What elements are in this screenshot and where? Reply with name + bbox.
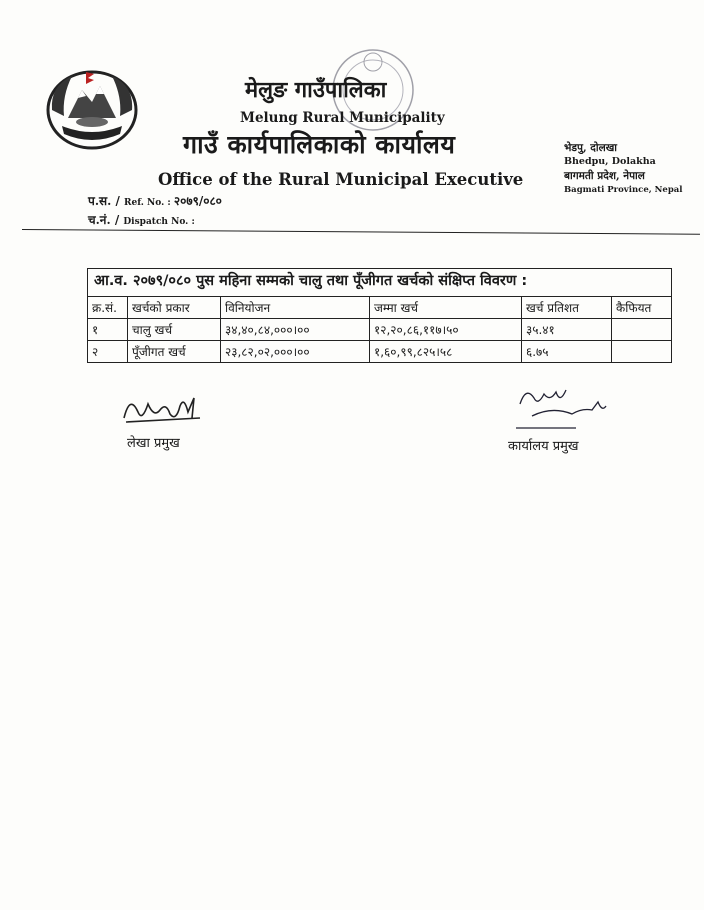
- cell-serial: १: [88, 319, 128, 341]
- col-total-expense-header: जम्मा खर्च: [370, 297, 522, 319]
- office-chief-signature-icon: [512, 380, 612, 435]
- col-remarks-header: कैफियत: [612, 297, 672, 319]
- address-line-2: Bhedpu, Dolakha: [564, 156, 656, 167]
- col-type-header: खर्चको प्रकार: [128, 297, 221, 319]
- dispatch-number: [88, 211, 195, 228]
- dispatch-label-en: Dispatch No. :: [123, 217, 195, 227]
- cell-remarks: [612, 341, 672, 363]
- col-allocation-header: विनियोजन: [221, 297, 370, 319]
- cell-type: चालु खर्च: [128, 319, 221, 341]
- address-line-4: Bagmati Province, Nepal: [564, 185, 683, 195]
- table-header-row: [88, 297, 672, 319]
- ref-value: २०७९/०८०: [173, 194, 222, 208]
- accounts-chief-signature-icon: [120, 388, 210, 433]
- municipality-name-en: Melung Rural Municipality: [240, 110, 445, 126]
- ref-label-en: Ref. No. :: [124, 198, 174, 208]
- summary-title: आ.व. २०७९/०८० पुस महिना सम्मको चालु तथा पूँजीगत खर्चको संक्षिप्त विवरण :: [94, 273, 528, 289]
- table-row: [88, 319, 672, 341]
- cell-percent: ६.७५: [522, 341, 612, 363]
- cell-allocation: २३,८२,०२,०००।००: [221, 341, 370, 363]
- nepal-emblem-icon: [42, 66, 142, 152]
- municipality-name-np: मेलुङ गाउँपालिका: [245, 78, 387, 103]
- cell-total-expense: १२,२०,८६,११७।५०: [370, 319, 522, 341]
- office-name-en: Office of the Rural Municipal Executive: [158, 170, 524, 189]
- cell-remarks: [612, 319, 672, 341]
- cell-percent: ३५.४१: [522, 319, 612, 341]
- address-line-1: भेडपु, दोलखा: [564, 142, 617, 154]
- office-name-np: गाउँ कार्यपालिकाको कार्यालय: [183, 130, 456, 159]
- ref-number: [88, 192, 222, 209]
- cell-serial: २: [88, 341, 128, 363]
- header-divider: [22, 229, 700, 235]
- office-chief-label: कार्यालय प्रमुख: [508, 439, 579, 454]
- col-serial-header: क्र.सं.: [88, 297, 128, 319]
- ref-label-np: प.स. /: [88, 194, 125, 208]
- cell-allocation: ३४,४०,८४,०००।००: [221, 319, 370, 341]
- cell-total-expense: १,६०,९९,८२५।५८: [370, 341, 522, 363]
- dispatch-label-np: च.नं. /: [88, 213, 124, 227]
- table-row: [88, 341, 672, 363]
- cell-type: पूँजीगत खर्च: [128, 341, 221, 363]
- address-line-3: बागमती प्रदेश, नेपाल: [564, 170, 645, 182]
- expense-table: [87, 296, 672, 363]
- col-percent-header: खर्च प्रतिशत: [522, 297, 612, 319]
- accounts-chief-label: लेखा प्रमुख: [127, 436, 180, 451]
